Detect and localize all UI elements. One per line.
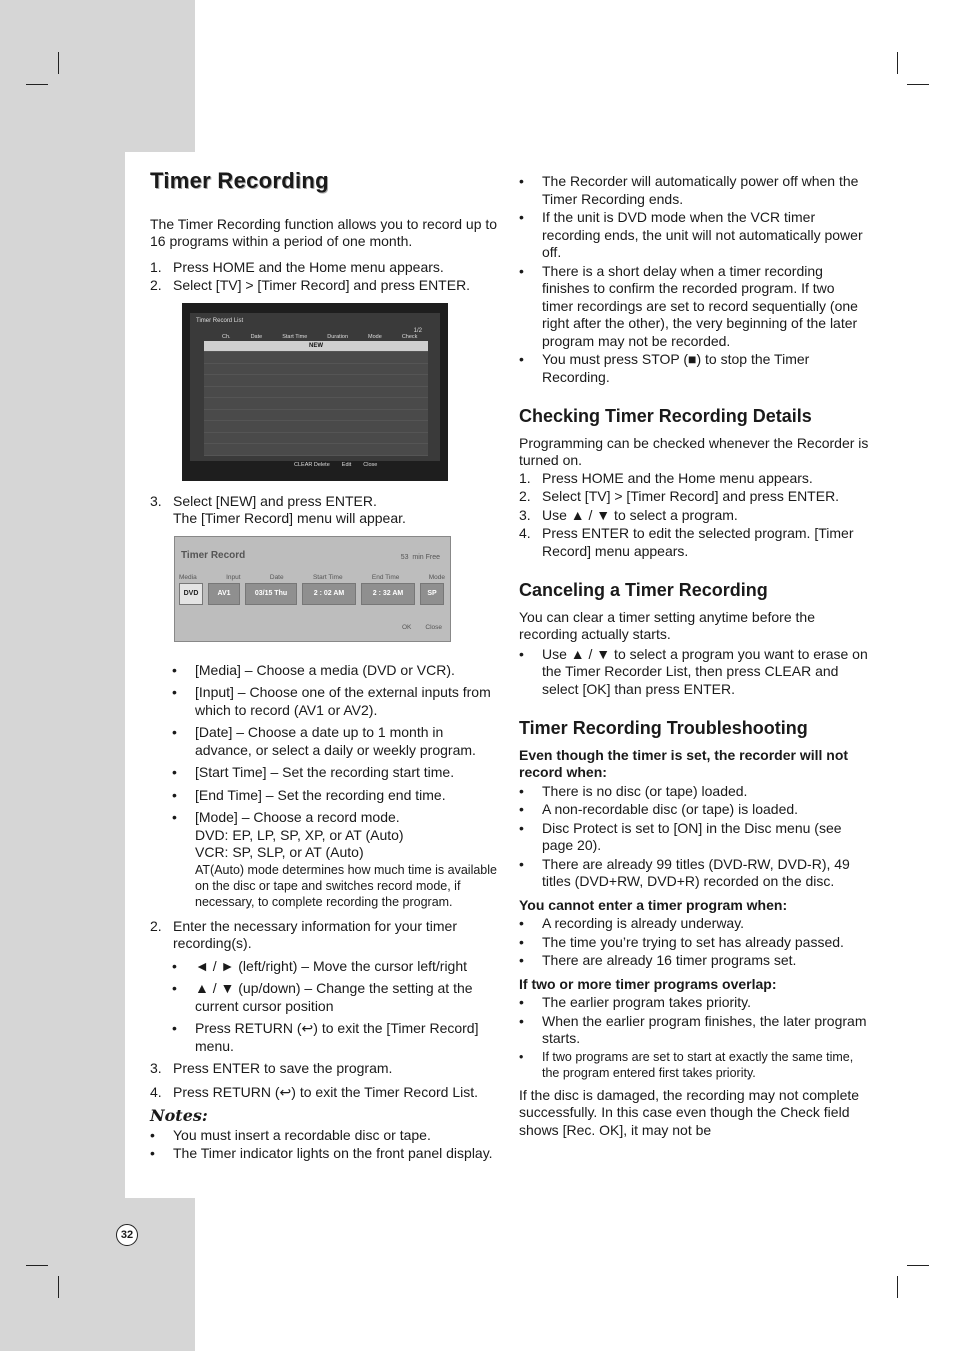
crop-mark (58, 52, 59, 74)
list-item: • The time you’re trying to set has already passed. (519, 934, 869, 952)
page-title: Timer Recording (150, 168, 329, 193)
screen-title: Timer Record List (196, 317, 244, 324)
screen-page-indicator: 1/2 (413, 327, 422, 334)
list-item: • ◄ / ► (left/right) – Move the cursor left/right (172, 958, 500, 976)
list-item: • The Recorder will automatically power off when the Timer Recording ends. (519, 173, 869, 208)
notes-list (150, 1127, 500, 1163)
list-item: • A non-recordable disc (or tape) is loaded. (519, 801, 869, 819)
list-item: • When the earlier program finishes, the later program starts. (519, 1013, 869, 1048)
list-item: • There is a short delay when a timer recording finishes to confirm the recorded program. If two timer recordings are set to record sequentially (one right after the other), the very beginning of the later program may not be recorded. (519, 263, 869, 351)
list-item: • If the unit is DVD mode when the VCR timer recording ends, the unit will not automatically power off. (519, 209, 869, 262)
list-item: • [Date] – Choose a date up to 1 month in advance, or select a daily or weekly program. (172, 724, 500, 759)
step-3: 3. Select [NEW] and press ENTER. The [Timer Record] menu will appear. (150, 492, 406, 526)
page-number: 32 (116, 1224, 138, 1246)
top-bullets (519, 173, 869, 386)
steps-list-a (150, 259, 500, 295)
trouble-lead-1: Even though the timer is set, the recorder will not record when: (519, 746, 849, 780)
list-item: 4. Press RETURN (↩) to exit the Timer Record List. (150, 1083, 479, 1100)
list-item: • The earlier program takes priority. (519, 994, 869, 1012)
right-column (519, 173, 869, 1147)
list-item: • There is no disc (or tape) loaded. (519, 783, 869, 801)
list-item: • You must insert a recordable disc or tape. (150, 1127, 500, 1145)
cancel-list (519, 646, 869, 699)
list-item: • If two programs are set to start at exactly the same time, the program entered first takes priority. (519, 1049, 869, 1081)
list-item: • The Timer indicator lights on the front panel display. (150, 1145, 500, 1163)
list-item: • [Input] – Choose one of the external inputs from which to record (AV1 or AV2). (172, 684, 500, 719)
list-item: 2. Select [TV] > [Timer Record] and press ENTER. (519, 488, 840, 504)
section-heading-canceling: Canceling a Timer Recording (519, 580, 768, 600)
crop-mark (26, 84, 48, 85)
left-column (150, 168, 500, 1164)
list-item: • [Media] – Choose a media (DVD or VCR). (172, 662, 500, 680)
list-item: • Disc Protect is set to [ON] in the Disc menu (see page 20). (519, 820, 869, 855)
check-intro: Programming can be checked whenever the Recorder is turned on. (519, 434, 869, 468)
section-heading-checking: Checking Timer Recording Details (519, 406, 812, 426)
list-item: • [End Time] – Set the recording end time. (172, 787, 500, 805)
steps-list-c (150, 1060, 500, 1101)
list-item: • ▲ / ▼ (up/down) – Change the setting at the current cursor position (172, 980, 500, 1015)
timer-record-list-screenshot (182, 303, 448, 481)
trouble-list-2 (519, 915, 869, 970)
screen-rows: NEW (204, 341, 428, 449)
damaged-paragraph: If the disc is damaged, the recording may not complete successfully. In this case even though the Check field shows [Rec. OK], it may not be (519, 1086, 860, 1138)
crop-mark (907, 1265, 929, 1266)
crop-mark (897, 52, 898, 74)
list-item: • Press RETURN (↩) to exit the [Timer Record] menu. (172, 1020, 500, 1055)
timer-record-menu-screenshot: Timer Record 53 min Free Media Input Date Start Time End Time Mode DVD AV1 03/15 Thu 2 : 02 AM 2 : 32 AM SP OK Close (174, 536, 451, 642)
list-item: 1. Press HOME and the Home menu appears. (519, 469, 813, 486)
list-item: • There are already 99 titles (DVD-RW, DVD-R), 49 titles (DVD+RW, DVD+R) recorded on the disc. (519, 856, 869, 891)
list-item: 3. Use ▲ / ▼ to select a program. (519, 506, 738, 523)
list-item: • Use ▲ / ▼ to select a program you want to erase on the Timer Recorder List, then press CLEAR and select [OK] than press ENTER. (519, 646, 869, 699)
trouble-list-3 (519, 994, 869, 1081)
cancel-intro: You can clear a timer setting anytime before the recording actually starts. (519, 608, 815, 642)
intro-paragraph: The Timer Recording function allows you to record up to 16 programs within a period of one month. (150, 215, 498, 249)
list-item: 4. Press ENTER to edit the selected program. [Timer Record] menu appears. (519, 525, 854, 559)
trouble-lead-2: You cannot enter a timer program when: (519, 896, 788, 913)
screen-footer: CLEAR Delete Edit Close (294, 462, 378, 468)
crop-mark (26, 1265, 48, 1266)
crop-mark (897, 1276, 898, 1298)
step-2b: 2. Enter the necessary information for your timer recording(s). (150, 917, 458, 951)
check-steps (519, 470, 869, 561)
navigation-list (172, 958, 500, 1056)
screen-columns: Ch. Date Start Time Duration Mode Check (222, 333, 418, 340)
margin-bar-bottom (0, 1198, 195, 1351)
crop-mark (58, 1276, 59, 1298)
list-item: • You must press STOP (■) to stop the Timer Recording. (519, 351, 869, 386)
list-item: • There are already 16 timer programs set. (519, 952, 869, 970)
list-item-mode: • [Mode] – Choose a record mode. DVD: EP, LP, SP, XP, or AT (Auto) VCR: SP, SLP, or AT (Auto) AT(Auto) mode determines how much time is available on the disc or tape and switches record mode, if necessary, to complete recording the program. (172, 809, 500, 910)
list-item: 3. Press ENTER to save the program. (150, 1060, 393, 1076)
notes-title: Notes: (150, 1106, 208, 1125)
list-item: • [Start Time] – Set the recording start time. (172, 764, 500, 782)
margin-bar-left (0, 152, 125, 1198)
trouble-list-1 (519, 783, 869, 891)
trouble-lead-3: If two or more timer programs overlap: (519, 975, 777, 992)
list-item: 2. Select [TV] > [Timer Record] and press ENTER. (150, 277, 471, 293)
list-item: • A recording is already underway. (519, 915, 869, 933)
options-list (172, 662, 500, 910)
section-heading-troubleshooting: Timer Recording Troubleshooting (519, 718, 808, 738)
margin-bar-top (0, 0, 195, 152)
crop-mark (907, 84, 929, 85)
list-item: 1. Press HOME and the Home menu appears. (150, 258, 444, 275)
